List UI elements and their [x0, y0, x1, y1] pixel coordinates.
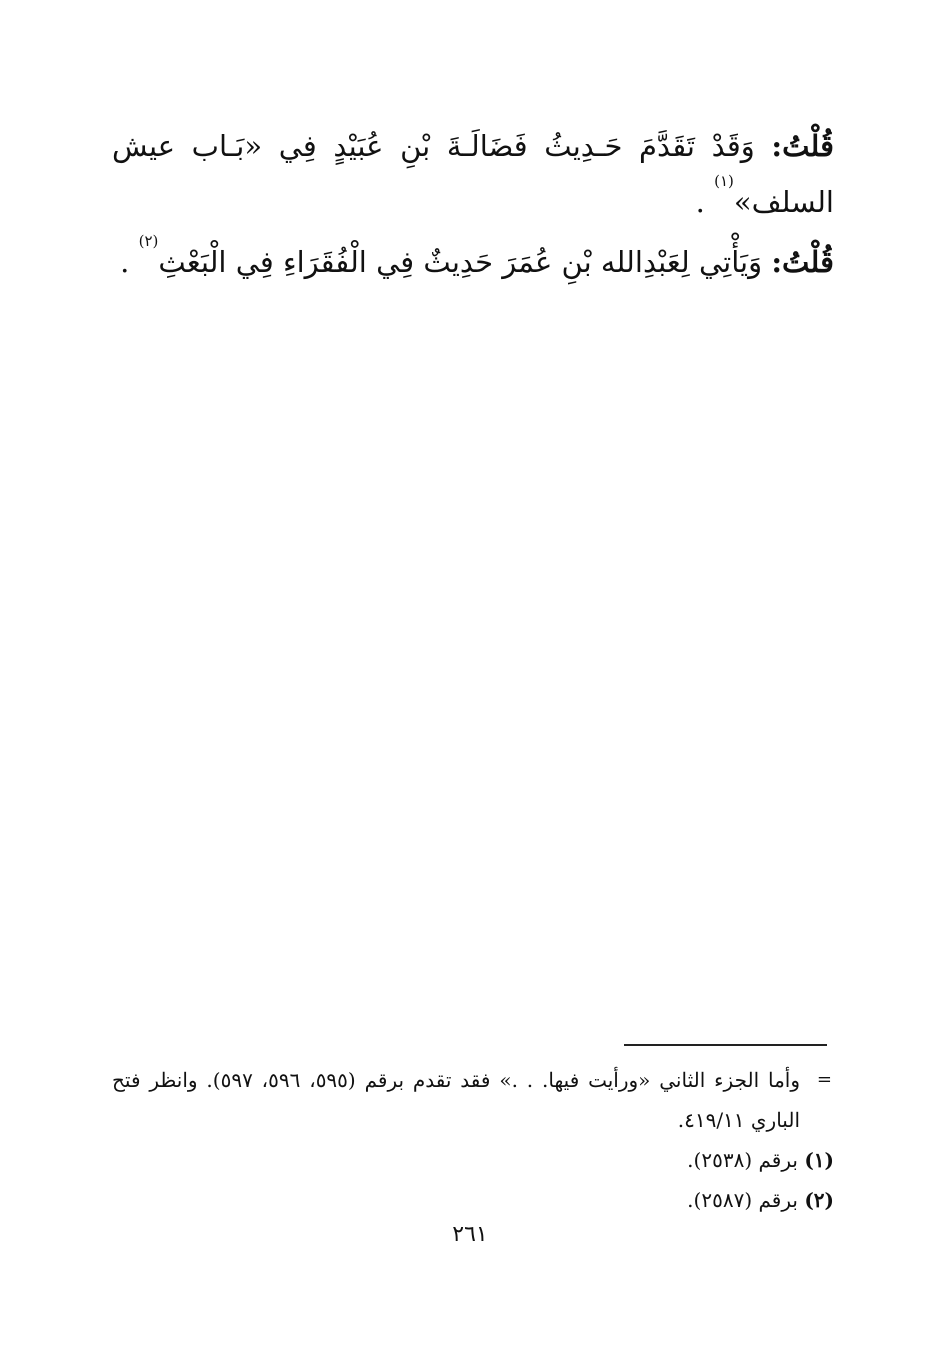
paragraph-1-end: . [695, 185, 705, 219]
footnote-separator [624, 1044, 827, 1046]
paragraph-2-lead: قُلْتُ: [771, 245, 834, 279]
continuation-text: وأما الجزء الثاني «ورأيت فيها. . .» فقد تقدم برقم (٥٩٥، ٥٩٦، ٥٩٧). وانظر فتح الباري ٤١٩/١١. [112, 1068, 801, 1132]
paragraph-2 [112, 234, 834, 290]
footnote-2-text: برقم (٢٥٨٧). [687, 1188, 798, 1212]
footnote-2-number: (٢) [804, 1188, 834, 1212]
footnote-ref-1: (١) [714, 172, 734, 190]
footnote-2 [112, 1180, 834, 1220]
footnotes [112, 1060, 834, 1220]
footnote-1-number: (١) [804, 1148, 834, 1172]
main-text [112, 118, 834, 290]
footnote-ref-2: (٢) [138, 232, 159, 250]
paragraph-1 [112, 118, 834, 230]
paragraph-1-lead: قُلْتُ: [771, 129, 835, 163]
paragraph-1-text: وَقَدْ تَقَدَّمَ حَـدِيثُ فَضَالَـةَ بْنِ عُبَيْدٍ فِي «بَـاب عيش السلف» [112, 129, 834, 219]
page-number: ٢٦١ [452, 1222, 488, 1247]
footnote-continuation [112, 1060, 834, 1140]
continuation-marker: = [816, 1069, 832, 1090]
footnote-1 [112, 1140, 834, 1180]
paragraph-2-text: وَيَأْتِي لِعَبْدِالله بْنِ عُمَرَ حَدِيثٌ فِي الْفُقَرَاءِ فِي الْبَعْثِ [158, 245, 763, 279]
footnote-1-text: برقم (٢٥٣٨). [687, 1148, 798, 1172]
paragraph-2-end: . [120, 245, 130, 279]
